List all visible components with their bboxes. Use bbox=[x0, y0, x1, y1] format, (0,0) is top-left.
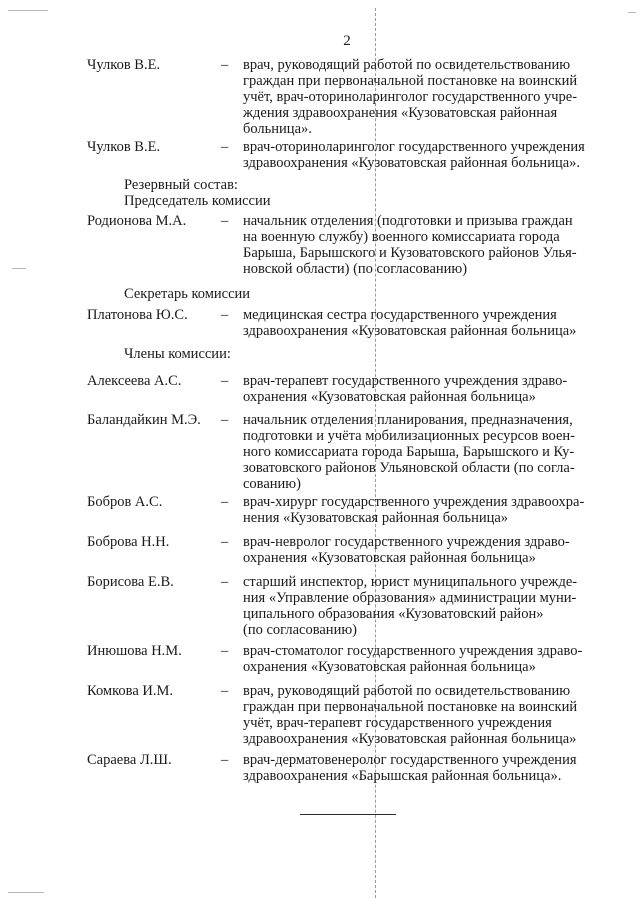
entry-dash: – bbox=[221, 139, 229, 155]
entry-description: врач, руководящий работой по освидетельствованию граждан при первоначальной постановке на воинский учёт, врач-терапевт государственного учреждения здравоохранения «Кузоватовская районная больница» bbox=[243, 683, 578, 747]
entry-dash: – bbox=[221, 574, 229, 590]
entry-dash: – bbox=[221, 307, 229, 323]
entry-dash: – bbox=[221, 643, 229, 659]
entry-dash: – bbox=[221, 57, 229, 73]
section-secretary-heading: Секретарь комиссии bbox=[124, 286, 251, 302]
entry-description: начальник отделения (подготовки и призыва граждан на военную службу) военного комиссариата города Барыша, Барышского и Кузоватовского районов Улья- новской области) (по согласованию) bbox=[243, 213, 577, 277]
entry-name: Боброва Н.Н. bbox=[87, 534, 170, 550]
entry-dash: – bbox=[221, 494, 229, 510]
entry-dash: – bbox=[221, 412, 229, 428]
entry-description: врач-хирург государственного учреждения здравоохра- нения «Кузоватовская районная больница» bbox=[243, 494, 585, 526]
entry-name: Чулков В.Е. bbox=[87, 139, 161, 155]
section-reserve-heading: Резервный состав: bbox=[124, 177, 238, 193]
section-chairman-heading: Председатель комиссии bbox=[124, 193, 271, 209]
entry-name: Комкова И.М. bbox=[87, 683, 173, 699]
scan-edge-tick bbox=[628, 12, 636, 13]
entry-dash: – bbox=[221, 752, 229, 768]
entry-name: Борисова Е.В. bbox=[87, 574, 174, 590]
entry-dash: – bbox=[221, 213, 229, 229]
entry-description: врач-стоматолог государственного учреждения здраво- охранения «Кузоватовская районная больница» bbox=[243, 643, 583, 675]
entry-dash: – bbox=[221, 683, 229, 699]
entry-dash: – bbox=[221, 534, 229, 550]
scan-edge-tick bbox=[8, 892, 44, 893]
entry-description: старший инспектор, юрист муниципального учрежде- ния «Управление образования» администрации муни- ципального образования «Кузоватовский район» (по согласованию) bbox=[243, 574, 578, 638]
entry-description: медицинская сестра государственного учреждения здравоохранения «Кузоватовская районная больница» bbox=[243, 307, 577, 339]
entry-name: Инюшова Н.М. bbox=[87, 643, 182, 659]
entry-name: Бобров А.С. bbox=[87, 494, 163, 510]
entry-dash: – bbox=[221, 373, 229, 389]
section-members-heading: Члены комиссии: bbox=[124, 346, 231, 362]
entry-description: врач, руководящий работой по освидетельствованию граждан при первоначальной постановке на воинский учёт, врач-оториноларинголог государственного учре- ждения здравоохранения «Кузоватовская районная больница». bbox=[243, 57, 578, 137]
end-rule bbox=[300, 814, 396, 815]
entry-description: врач-невролог государственного учреждения здраво- охранения «Кузоватовская районная больница» bbox=[243, 534, 570, 566]
entry-name: Платонова Ю.С. bbox=[87, 307, 188, 323]
entry-name: Родионова М.А. bbox=[87, 213, 187, 229]
entry-name: Чулков В.Е. bbox=[87, 57, 161, 73]
entry-description: врач-терапевт государственного учреждения здраво- охранения «Кузоватовская районная больница» bbox=[243, 373, 568, 405]
entry-name: Сараева Л.Ш. bbox=[87, 752, 172, 768]
scan-edge-tick bbox=[8, 10, 48, 11]
entry-name: Алексеева А.С. bbox=[87, 373, 182, 389]
entry-description: врач-дерматовенеролог государственного учреждения здравоохранения «Барышская районная больница». bbox=[243, 752, 577, 784]
entry-description: врач-оториноларинголог государственного учреждения здравоохранения «Кузоватовская районная больница». bbox=[243, 139, 585, 171]
entry-name: Баландайкин М.Э. bbox=[87, 412, 201, 428]
scan-edge-tick bbox=[12, 268, 26, 269]
page-number: 2 bbox=[343, 33, 351, 49]
entry-description: начальник отделения планирования, предназначения, подготовки и учёта мобилизационных ресурсов воен- ного комиссариата города Барыша, Барышского и Ку- зоватовского районов Ульяновской области (по согла- сованию) bbox=[243, 412, 575, 492]
